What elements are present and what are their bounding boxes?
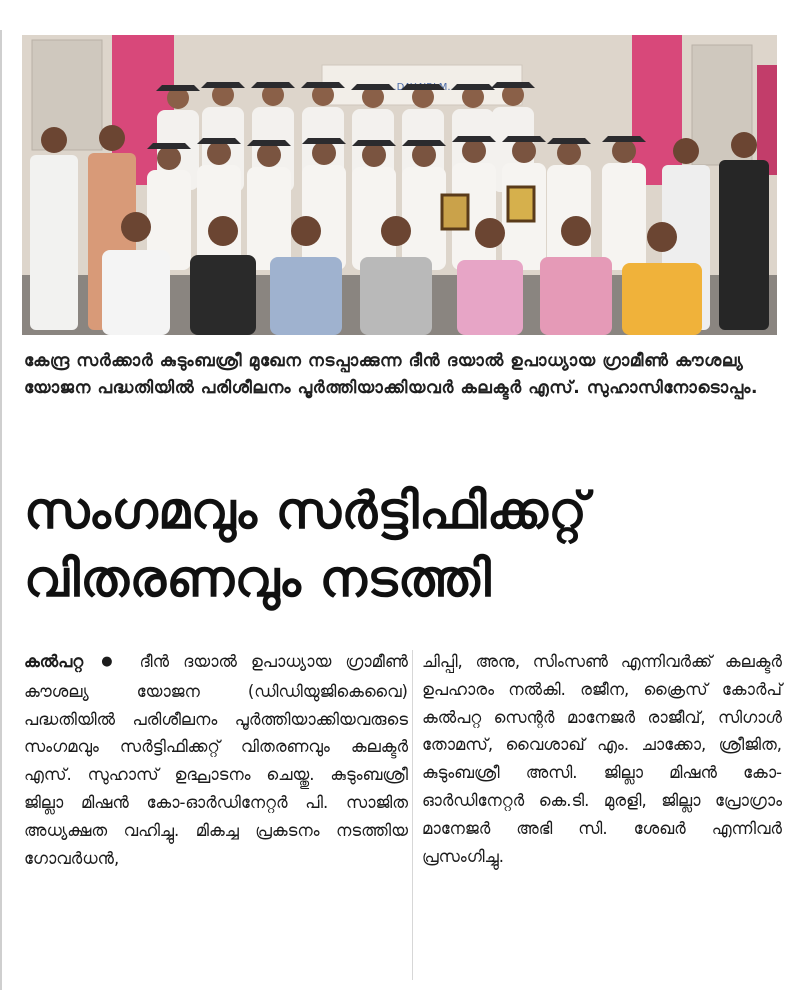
article-body-left: ദീൻ ദയാൽ ഉപാധ്യായ ഗ്രാമീൺ കൗശല്യ യോജന (ഡിഡിയുജികെവൈ) പദ്ധതിയിൽ പരിശീലനം പൂർത്തിയാക്കിയവരുടെ സംഗമവും സർട്ടിഫിക്കറ്റ് വിതരണവും കലക്ടർ എസ്. സുഹാസ് ഉദ്ഘാടനം ചെയ്തു. കുടുംബശ്രീ ജില്ലാ മിഷൻ കോ-ഓർഡിനേറ്റർ പി. സാജിത അധ്യക്ഷത വഹിച്ചു. മികച്ച പ്രകടനം നടത്തിയ ഗോവർധൻ,: [24, 652, 408, 868]
right-curtain: [632, 35, 682, 185]
dateline: കൽപറ്റ: [24, 652, 84, 671]
photo-caption: കേന്ദ്ര സർക്കാർ കുടുംബശ്രീ മുഖേന നടപ്പാക്കുന്ന ദീൻ ദയാൽ ഉപാധ്യായ ഗ്രാമീൺ കൗശല്യ യോജന പദ്ധതിയിൽ പരിശീലനം പൂർത്തിയാക്കിയവർ കലക്ടർ എസ്. സുഹാസിനോടൊപ്പം.: [24, 351, 759, 398]
headline: [24, 478, 784, 614]
news-photo: [22, 35, 777, 335]
article-column-right: [422, 648, 782, 870]
group-photo-illustration: [22, 35, 777, 335]
article-column-left: [24, 648, 408, 872]
headline-line-1: സംഗമവും സർട്ടിഫിക്കറ്റ്: [24, 482, 588, 541]
dateline-bullet: ●: [101, 654, 122, 669]
article-body-right: ചിപ്പി, അനു, സിംസൺ എന്നിവർക്ക് കലക്ടർ ഉപഹാരം നൽകി. രജീന, ക്രൈസ് കോർപ് കൽപറ്റ സെന്റർ മാനേജർ രാജീവ്, സിഗാൾ തോമസ്, വൈശാഖ് എം. ചാക്കോ, ശ്രീജിത, കുടുംബശ്രീ അസി. ജില്ലാ മിഷൻ കോ-ഓർഡിനേറ്റർ കെ.ടി. മുരളി, ജില്ലാ പ്രോഗ്രാം മാനേജർ അഭി സി. ശേഖർ എന്നിവർ പ്രസംഗിച്ചു.: [422, 652, 782, 866]
headline-line-2: വിതരണവും നടത്തി: [24, 550, 492, 609]
column-divider: [412, 650, 413, 980]
page-edge-rule: [0, 30, 2, 990]
